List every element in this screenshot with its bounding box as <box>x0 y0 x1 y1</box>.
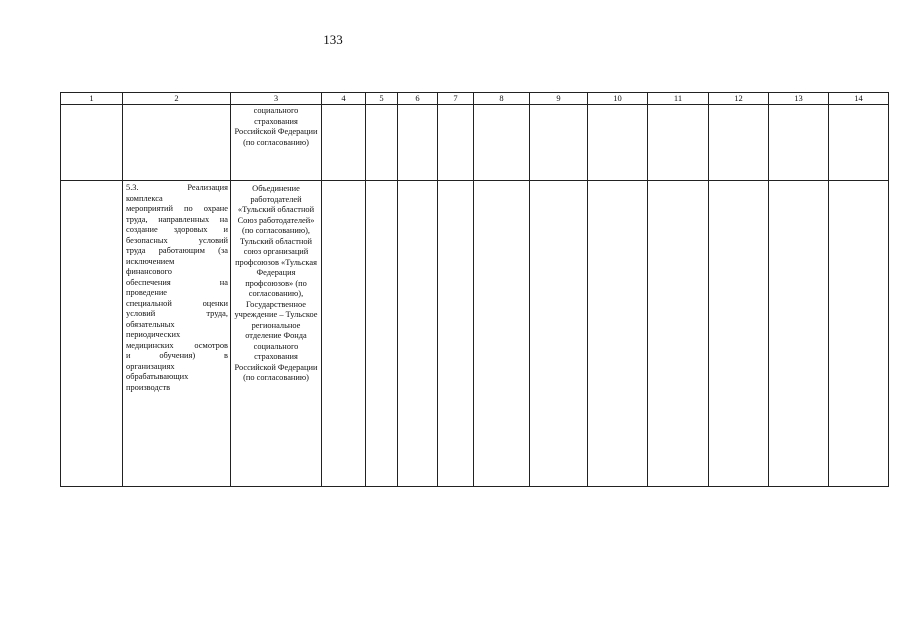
col-header-6: 6 <box>398 93 438 105</box>
cell-col10 <box>588 181 648 487</box>
cell-activity <box>123 105 231 181</box>
cell-col8 <box>474 105 530 181</box>
activity-line: исключением <box>126 256 175 266</box>
activity-line: комплекса <box>126 193 163 203</box>
col-header-3: 3 <box>231 93 322 105</box>
cell-col12 <box>709 181 769 487</box>
activity-line: обрабатывающих <box>126 372 189 381</box>
table-row <box>61 105 889 181</box>
activity-line: периодических <box>126 330 181 339</box>
cell-number <box>61 181 123 487</box>
activity-line: 5.3. Реализация <box>126 183 228 192</box>
cell-col7 <box>438 181 474 487</box>
activity-line: специальной оценки <box>126 298 228 308</box>
cell-col5 <box>366 181 398 487</box>
col-header-1: 1 <box>61 93 123 105</box>
table-row <box>61 181 889 487</box>
col-header-14: 14 <box>829 93 889 105</box>
cell-col7 <box>438 105 474 181</box>
cell-col14 <box>829 105 889 181</box>
activity-text <box>123 105 230 107</box>
cell-col13 <box>769 181 829 487</box>
activity-line: условий труда, <box>126 309 228 318</box>
col-header-2: 2 <box>123 93 231 105</box>
cell-col14 <box>829 181 889 487</box>
cell-executor <box>231 181 322 487</box>
cell-col12 <box>709 105 769 181</box>
activity-line: медицинских осмотров <box>126 340 228 350</box>
activity-line: труда, направленных на <box>126 214 228 224</box>
col-header-9: 9 <box>530 93 588 105</box>
col-header-4: 4 <box>322 93 366 105</box>
activity-text <box>123 181 230 393</box>
cell-col4 <box>322 181 366 487</box>
col-header-11: 11 <box>648 93 709 105</box>
activity-line: мероприятий по охране <box>126 204 228 213</box>
col-header-13: 13 <box>769 93 829 105</box>
activity-line: и обучения) в <box>126 351 228 360</box>
cell-col10 <box>588 105 648 181</box>
header-row <box>61 93 889 105</box>
activity-line: труда работающим (за <box>126 246 228 255</box>
executor-text: социального страхования Российской Федерации (по согласованию) <box>234 106 318 147</box>
col-header-10: 10 <box>588 93 648 105</box>
cell-col11 <box>648 181 709 487</box>
col-header-5: 5 <box>366 93 398 105</box>
activity-line: обеспечения на <box>126 277 228 287</box>
col-header-7: 7 <box>438 93 474 105</box>
page-number: 133 <box>323 32 343 47</box>
activity-line: финансового <box>126 267 172 276</box>
activity-line: создание здоровых и <box>126 225 228 234</box>
cell-col11 <box>648 105 709 181</box>
activity-line: проведение <box>126 288 168 297</box>
cell-col9 <box>530 181 588 487</box>
cell-col13 <box>769 105 829 181</box>
cell-executor <box>231 105 322 181</box>
col-header-12: 12 <box>709 93 769 105</box>
cell-activity <box>123 181 231 487</box>
activity-line: производств <box>126 382 171 392</box>
cell-col6 <box>398 181 438 487</box>
activity-line: обязательных <box>126 319 175 329</box>
cell-col6 <box>398 105 438 181</box>
cell-col8 <box>474 181 530 487</box>
plan-table <box>60 92 889 487</box>
activity-line: организациях <box>126 361 175 371</box>
cell-col4 <box>322 105 366 181</box>
cell-col9 <box>530 105 588 181</box>
cell-number <box>61 105 123 181</box>
activity-line: безопасных условий <box>126 235 228 245</box>
col-header-8: 8 <box>474 93 530 105</box>
cell-col5 <box>366 105 398 181</box>
executor-text: Объединение работодателей «Тульский областной Союз работодателей» (по согласованию), Тульский областной союз организаций профсоюзов «Тульская Федерация профсоюзов» (по согласованию), Государственное учреждение – Тульское региональное отделение Фонда социального страхования Российской Федерации (по согласованию) <box>234 184 318 382</box>
